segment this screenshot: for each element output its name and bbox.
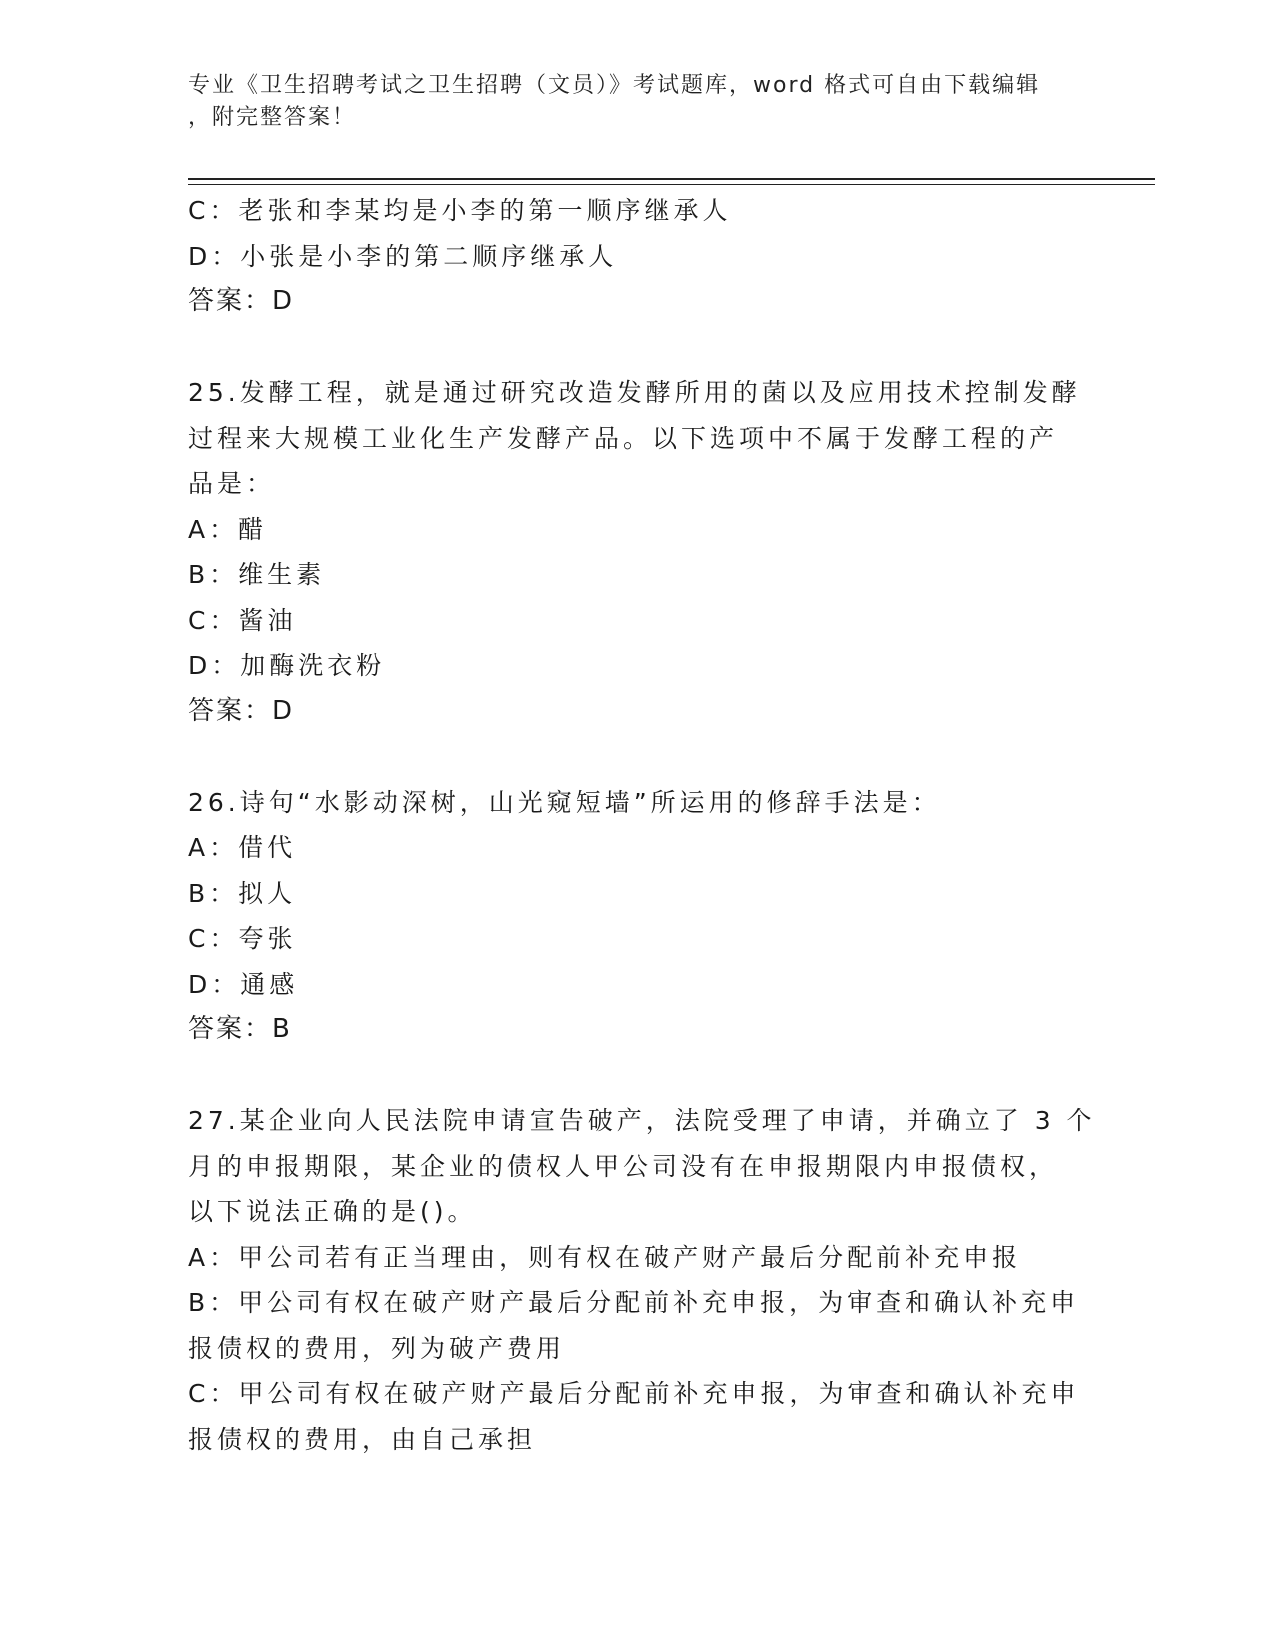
question-stem-line: 27.某企业向人民法院申请宣告破产，法院受理了申请，并确立了 3 个 xyxy=(188,1106,1096,1135)
question-stem-line: 品是： xyxy=(188,469,276,498)
spacer xyxy=(188,1052,1088,1098)
question-stem-line: 26.诗句“水影动深树，山光窥短墙”所运用的修辞手法是： xyxy=(188,787,941,817)
option-a: A：甲公司若有正当理由，则有权在破产财产最后分配前补充申报 xyxy=(188,1242,1022,1272)
question-stem-line: 以下说法正确的是()。 xyxy=(188,1197,477,1226)
option-c: C：老张和李某均是小李的第一顺序继承人 xyxy=(188,196,732,225)
option-b: B：拟人 xyxy=(188,878,297,908)
question-stem-line: 25.发酵工程，就是通过研究改造发酵所用的菌以及应用技术控制发酵 xyxy=(188,378,1081,407)
answer-line: 答案：B xyxy=(188,1014,292,1044)
spacer xyxy=(188,734,1088,780)
option-b-continued: 报债权的费用，列为破产费用 xyxy=(188,1333,566,1363)
option-c: C：酱油 xyxy=(188,605,297,635)
option-c-continued: 报债权的费用，由自己承担 xyxy=(188,1424,537,1454)
spacer xyxy=(188,324,1088,370)
question-content xyxy=(188,188,1096,1462)
option-b: B：维生素 xyxy=(188,560,326,589)
option-d: D：通感 xyxy=(188,969,299,999)
question-26 xyxy=(188,780,1088,1053)
header-divider-thick xyxy=(188,178,1155,180)
option-d: D：加酶洗衣粉 xyxy=(188,651,386,680)
document-header xyxy=(188,70,1068,134)
header-line-2: ，附完整答案！ xyxy=(188,105,357,130)
question-27 xyxy=(188,1098,1096,1462)
option-a: A：借代 xyxy=(188,833,297,862)
option-c: C：夸张 xyxy=(188,924,297,953)
option-a: A：醋 xyxy=(188,514,268,544)
option-c: C：甲公司有权在破产财产最后分配前补充申报，为审查和确认补充申 xyxy=(188,1379,1080,1408)
question-24-tail xyxy=(188,188,1088,324)
question-stem-line: 月的申报期限，某企业的债权人甲公司没有在申报期限内申报债权， xyxy=(188,1151,1059,1181)
option-b: B：甲公司有权在破产财产最后分配前补充申报，为审查和确认补充申 xyxy=(188,1288,1080,1317)
question-stem-line: 过程来大规模工业化生产发酵产品。以下选项中不属于发酵工程的产 xyxy=(188,423,1059,453)
option-d: D：小张是小李的第二顺序继承人 xyxy=(188,241,618,271)
answer-line: 答案：D xyxy=(188,286,295,316)
header-line-1: 专业《卫生招聘考试之卫生招聘（文员）》考试题库，word 格式可自由下载编辑 xyxy=(188,73,1041,98)
question-25 xyxy=(188,370,1088,734)
answer-line: 答案：D xyxy=(188,695,295,726)
header-divider-thin xyxy=(188,184,1155,185)
